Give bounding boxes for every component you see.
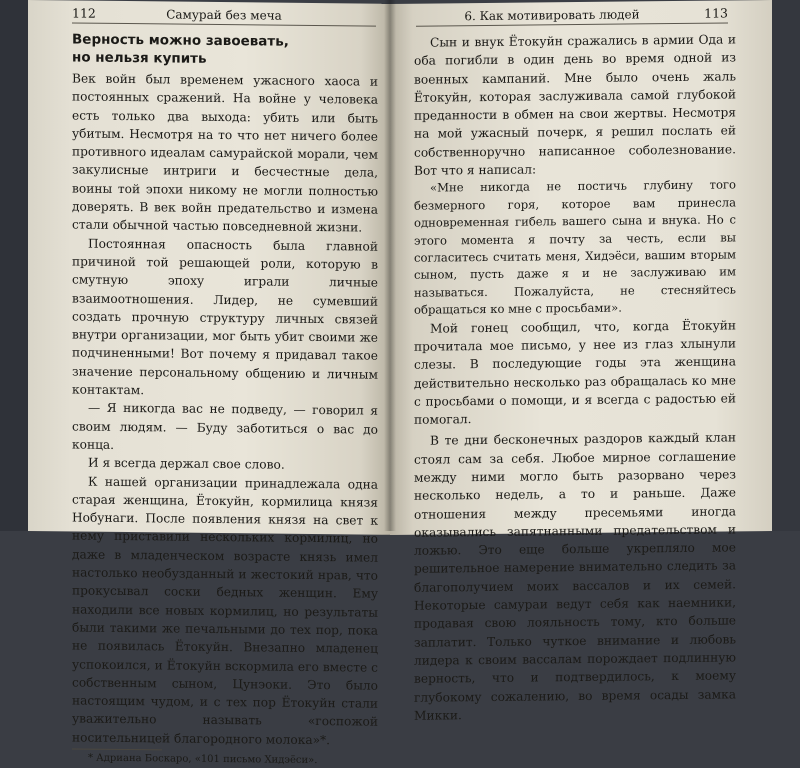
right-page-number: 113 [704,5,728,21]
left-page-body [72,30,378,767]
right-paragraph-3: Мой гонец сообщил, что, когда Ётокуйн прочитала мое письмо, у нее из глаз хлынули слезы. В последующие годы эта женщина действительно несколько раз обращалась ко мне с просьбами о помощи, и я всегда с радостью ей помогал. [414,318,736,427]
right-page-header [416,4,728,26]
left-page-number: 112 [72,5,96,21]
right-paragraph-4: В те дни бесконечных раздоров каждый клан стоял сам за себя. Любое мирное соглашение между ними могло быть разорвано через несколько недель, а то и раньше. Даже отношения между пресемьями иногда оказывались запятнанными предательством и ложью. Это еще больше укрепляло мое решительное намерение внимательно следить за благополучием моих вассалов и их семей. Некоторые самураи ведут себя как наемники, продавая свою лояльность тому, кто больше заплатит. Только чуткое внимание и любовь лидера к своим вассалам порождает подлинную верность, что и подтвердилось, к моему глубокому сожалению, во время осады замка Микки. [414,430,736,723]
footnote: * Адриана Боскаро, «101 письмо Хидэёси». [88,752,318,767]
left-paragraph-3: — Я никогда вас не подведу, — говорил я своим людям. — Буду заботиться о вас до конца. [72,400,378,452]
book-gutter [384,0,396,531]
right-running-title: 6. Как мотивировать людей [464,7,640,24]
left-paragraph-4: И я всегда держал свое слово. [88,455,285,472]
footnote-rule [72,748,162,750]
left-paragraph-2: Постоянная опасность была главной причиной той решающей роли, которую в смутную эпоху играли личные взаимоотношения. Лидер, не сумевший создать прочную структуру личных связей внутри организации, мог быть убит своими же подчиненными! Вот почему я придавал такое значение персональному общению и личным контактам. [72,236,378,398]
section-heading-line-1: Верность можно завоевать, [72,31,289,50]
section-heading-line-2: но нельзя купить [72,49,207,67]
left-running-title: Самурай без меча [166,7,282,23]
left-paragraph-5: К нашей организации принадлежала одна старая женщина, Ётокуйн, кормилица князя Нобунаги. После появления князя на свет к нему приставили нескольких кормилиц, но даже в младенческом возрасте князь имел настолько необузданный и жестокий нрав, что прокусывал соски бедных женщин. Ему находили все новых кормилиц, но результаты были такими же печальными до тех пор, пока не появилась Ётокуйн. Внезапно младенец успокоился, и Ётокуйн вскормила его вместе с собственным сыном, Цунэоки. Это было настоящим чудом, и с тех пор Ётокуйн стали уважительно называть «госпожой носительницей благородного молока»*. [72,474,378,747]
background-left [0,0,28,531]
left-paragraph-1: Век войн был временем ужасного хаоса и постоянных сражений. На войне у человека есть только два выхода: убить или быть убитым. Несмотря на то что нет ничего более противного идеалам самурайской морали, чем закулисные интриги и бесчестные дела, воины той эпохи никому не могли полностью доверять. В век войн предательство и измена стали обычной частью повседневной жизни. [72,71,378,235]
right-page [390,0,772,723]
section-heading [72,30,378,69]
right-quote-paragraph: «Мне никогда не постичь глубину того безмерного горя, которое вам принесла одновременная гибель вашего сына и внука. Но с этого момента я почту за честь, если вы согласитесь считать меня, Хидэёси, вашим вторым сыном, пусть даже я и не заслуживаю им называться. Пожалуйста, не стесняйтесь обращаться ко мне с просьбами». [414,177,736,317]
left-page-header [72,4,376,26]
background-right [772,0,800,531]
right-page-body [414,30,736,723]
left-page [28,0,390,767]
right-paragraph-1: Сын и внук Ётокуйн сражались в армии Ода и оба погибли в один день во время одной из военных кампаний. Мне было очень жаль Ётокуйн, которая заслуживала самой глубокой преданности в обмен на свои жертвы. Несмотря на мой ужасный почерк, я решил послать ей собственноручно написанное соболезнование. Вот что я написал: [414,32,736,178]
